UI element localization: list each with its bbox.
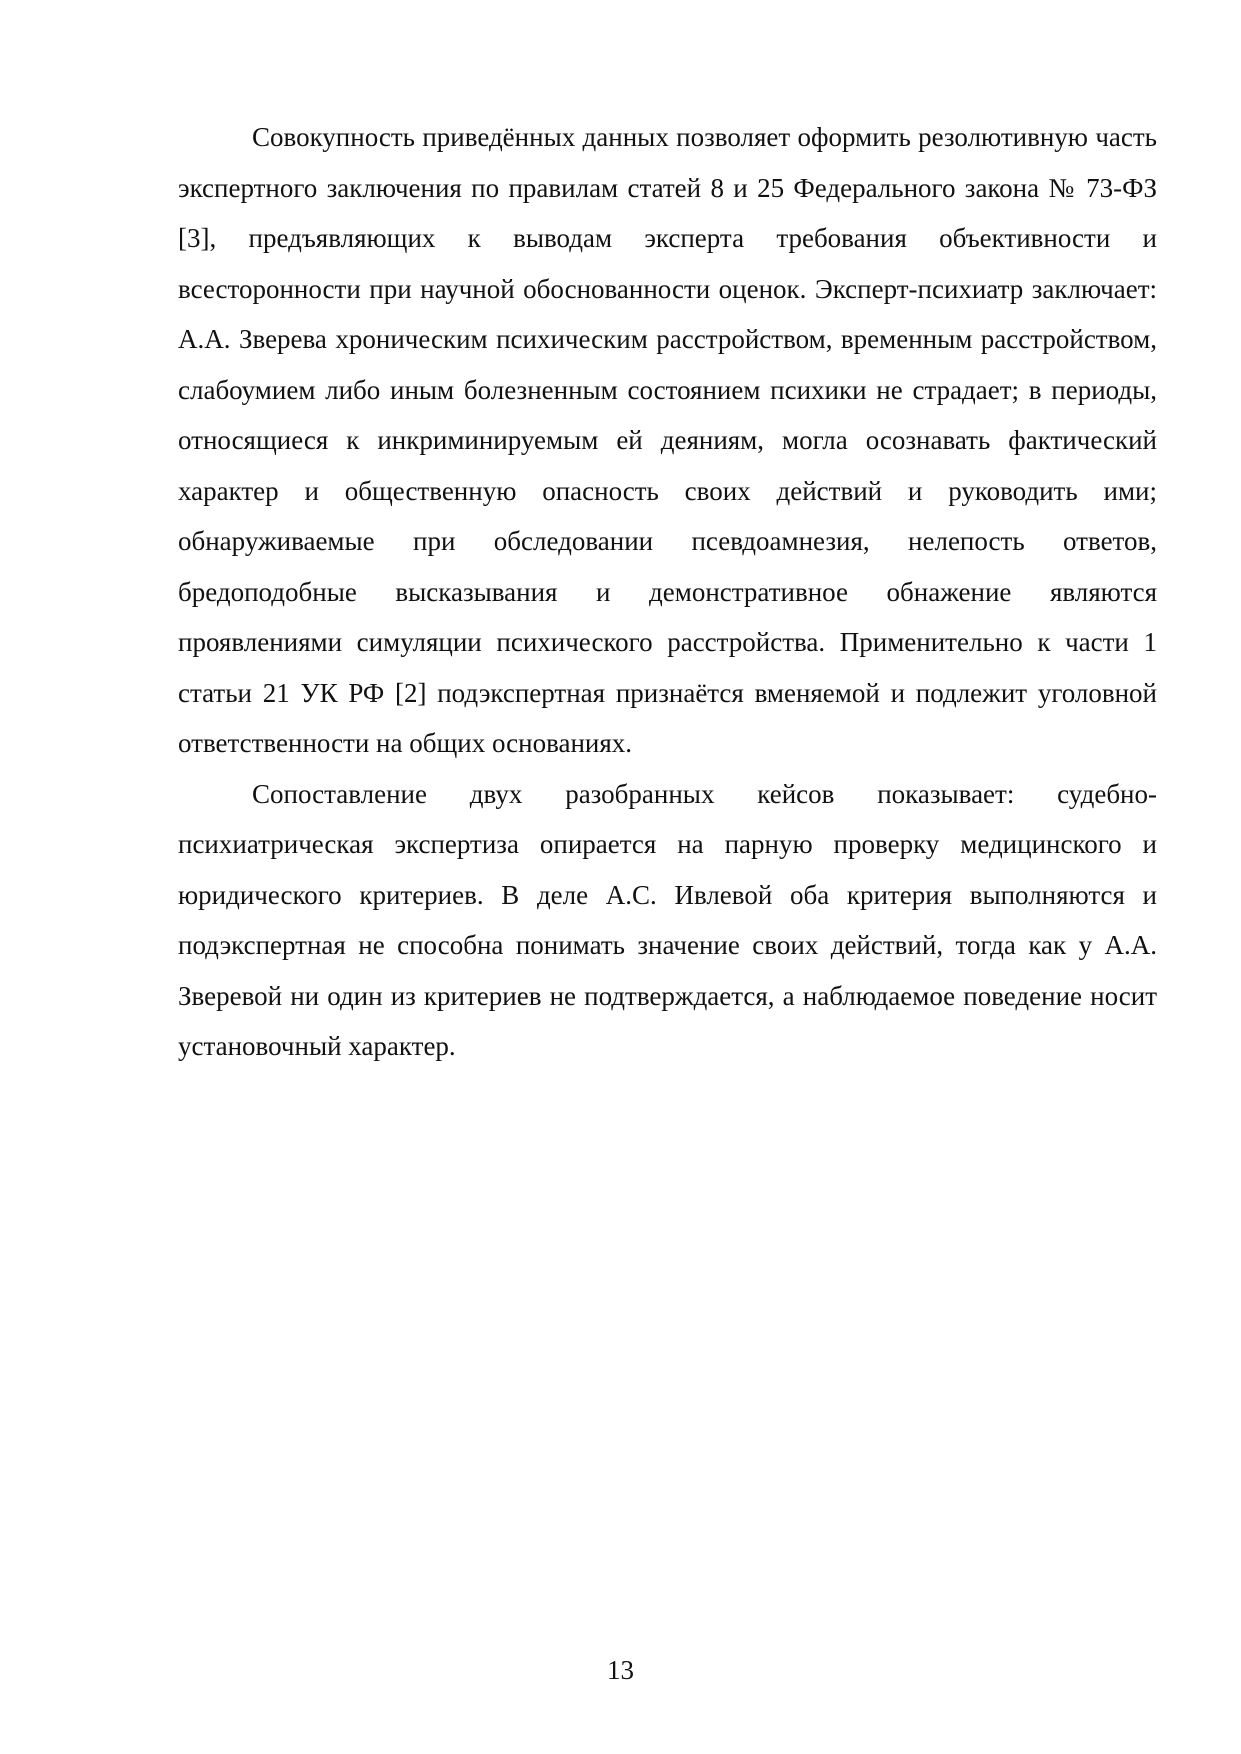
- paragraph-1: Совокупность приведённых данных позволяет оформить резолютивную часть экспертного заключения по правилам статей 8 и 25 Федерального закона № 73-ФЗ [3], предъявляющих к выводам эксперта требования объективности и всесторонности при научной обоснованности оценок. Эксперт-психиатр заключает: А.А. Зверева хроническим психическим расстройством, временным расстройством, слабоумием либо иным болезненным состоянием психики не страдает; в периоды, относящиеся к инкриминируемым ей деяниям, могла осознавать фактический характер и общественную опасность своих действий и руководить ими; обнаруживаемые при обследовании псевдоамнезия, нелепость ответов, бредоподобные высказывания и демонстративное обнажение являются проявлениями симуляции психического расстройства. Применительно к части 1 статьи 21 УК РФ [2] подэкспертная признаётся вменяемой и подлежит уголовной ответственности на общих основаниях.: [178, 122, 1157, 758]
- page-number: 13: [607, 1655, 634, 1685]
- paragraph-2: Сопоставление двух разобранных кейсов показывает: судебно-психиатрическая экспертиза опирается на парную проверку медицинского и юридического критериев. В деле А.С. Ивлевой оба критерия выполняются и подэкспертная не способна понимать значение своих действий, тогда как у А.А. Зверевой ни один из критериев не подтверждается, а наблюдаемое поведение носит установочный характер.: [178, 778, 1157, 1061]
- body-text: [178, 112, 1157, 1072]
